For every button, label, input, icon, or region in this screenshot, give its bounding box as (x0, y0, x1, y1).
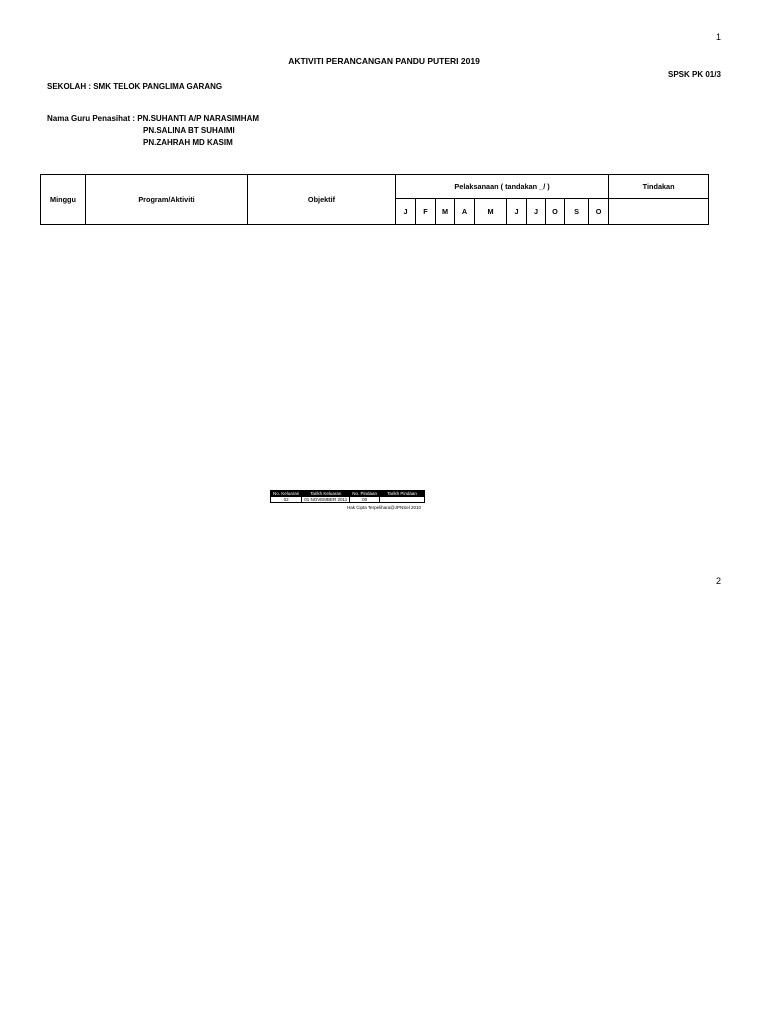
header-week: Minggu (41, 175, 86, 225)
header-program: Program/Aktiviti (86, 175, 248, 225)
header-action: Tindakan (609, 175, 709, 199)
activity-table-page-1 (40, 174, 709, 225)
header-objective: Objektif (248, 175, 396, 225)
document-title: AKTIVITI PERANCANGAN PANDU PUTERI 2019 (288, 56, 480, 66)
school-name: SEKOLAH : SMK TELOK PANGLIMA GARANG (47, 82, 223, 91)
month-header: M (436, 199, 455, 225)
stamp-label: No. Keluaran (271, 491, 302, 497)
page-gap (0, 512, 768, 574)
month-header: O (589, 199, 609, 225)
stamp-value: 02 (271, 497, 302, 503)
copyright-note: Hak Cipta Terpelihara@JPNSel 2010 (346, 505, 422, 510)
header-action-blank (609, 199, 709, 225)
document-code: SPSK PK 01/3 (668, 70, 721, 79)
stamp-value: 01 NOVEMBER 2011 (302, 497, 350, 503)
month-header: F (416, 199, 436, 225)
month-header: J (396, 199, 416, 225)
month-header: M (475, 199, 507, 225)
month-header: J (527, 199, 546, 225)
issue-stamp (270, 490, 425, 503)
header-implementation: Pelaksanaan ( tandakan _/ ) (396, 175, 609, 199)
stamp-label: Tarikh Keluaran (302, 491, 350, 497)
stamp-value: 00 (350, 497, 380, 503)
month-header: J (507, 199, 527, 225)
month-header: A (455, 199, 475, 225)
page-number-2: 2 (716, 576, 722, 586)
advisor-2: PN.SALINA BT SUHAIMI (143, 126, 235, 135)
advisor-3: PN.ZAHRAH MD KASIM (143, 138, 233, 147)
stamp-label: No. Pindaan (350, 491, 380, 497)
month-header: O (546, 199, 565, 225)
page-number-1: 1 (716, 32, 722, 42)
month-header: S (565, 199, 589, 225)
stamp-label: Tarikh Pindaan (380, 491, 425, 497)
advisors-line: Nama Guru Penasihat : PN.SUHANTI A/P NARASIMHAM (47, 114, 260, 123)
stamp-value (380, 497, 425, 503)
